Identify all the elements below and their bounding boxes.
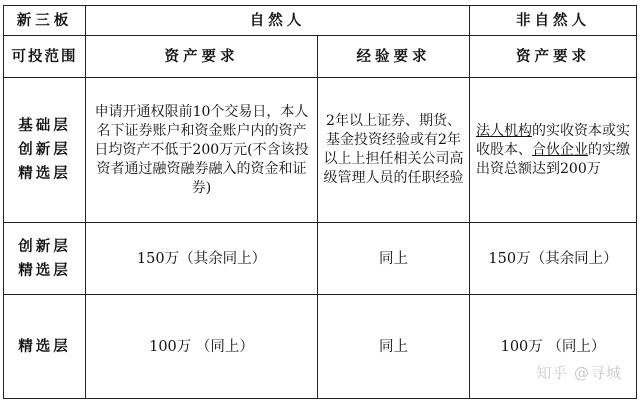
natural-person-header: 自然人 — [86, 6, 470, 36]
partnership-term: 合伙企业 — [532, 141, 588, 158]
non-natural-asset-text — [470, 120, 636, 181]
row-label-line: 精选层 — [18, 337, 71, 355]
row-label-line: 精选层 — [18, 165, 71, 182]
zhihu-watermark: 知乎 @寻城 — [536, 364, 622, 382]
row-label-line: 创新层 — [18, 237, 71, 255]
non-natural-asset-cell — [470, 78, 637, 223]
non-natural-text-part: 的实缴出资总额达到200万 — [476, 141, 630, 177]
investor-requirements-table — [3, 5, 637, 399]
natural-asset-cell — [86, 78, 318, 223]
legal-entity-term: 法人机构 — [476, 122, 532, 139]
corner-label: 新三板 — [4, 6, 86, 36]
row-label-innovation-select — [4, 223, 86, 295]
non-natural-asset-cell: 150万（其余同上） — [470, 223, 637, 295]
non-natural-person-header: 非自然人 — [470, 6, 637, 36]
natural-asset-cell: 150万（其余同上） — [86, 223, 318, 295]
non-natural-text-part: 的实收资本或实收股本、 — [476, 122, 630, 158]
row-label-line: 基础层 — [18, 117, 71, 134]
row-label-all-tiers — [4, 78, 86, 223]
row-label-select — [4, 295, 86, 399]
row-label-line: 创新层 — [18, 141, 71, 158]
non-natural-asset-cell: 100万 （同上） — [470, 295, 637, 399]
experience-text: 2年以上证券、期货、基金投资经验或有2年以上上担任相关公司高级管理人员的任职经验 — [323, 113, 464, 186]
natural-asset-cell: 100万 （同上） — [86, 295, 318, 399]
row-label-line: 精选层 — [18, 261, 71, 279]
experience-requirement-header: 经验要求 — [318, 36, 470, 78]
asset-requirement-header: 资产要求 — [86, 36, 318, 78]
experience-cell: 同上 — [318, 223, 470, 295]
non-natural-asset-requirement-header: 资产要求 — [470, 36, 637, 78]
natural-asset-text: 申请开通权限前10个交易日，本人名下证券账户和资金账户内的资产日均资产不低于200万元(不含该投资者通过融资融券融入的资金和证券) — [94, 103, 309, 196]
experience-cell: 同上 — [318, 295, 470, 399]
experience-cell — [318, 78, 470, 223]
scope-label: 可投范围 — [4, 36, 86, 78]
